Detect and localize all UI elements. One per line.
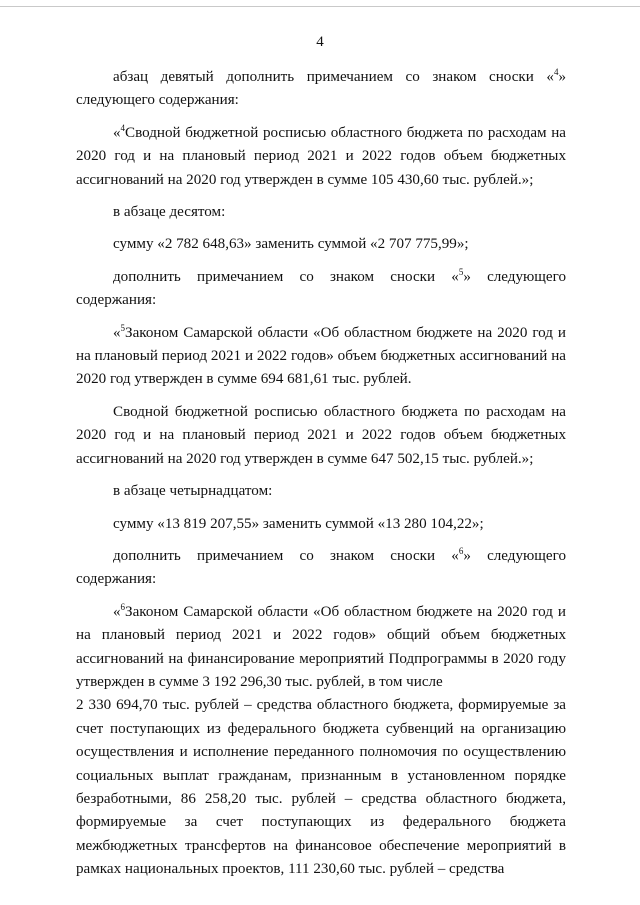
paragraph-text: « (113, 324, 121, 341)
paragraph-text: 2 330 694,70 тыс. рублей – средства областного бюджета, формируемые за счет поступающих из федерального бюджета субвенций на организацию осуществления и исполнение переданного полномочия по осуществлению социальных выплат гражданам, признанным в установленном порядке безработными, 86 258,20 тыс. рублей – средства областного бюджета, формируемые за счет поступающих из федерального бюджета межбюджетных трансфертов на финансовое обеспечение мероприятий в рамках национальных проектов, 111 230,60 тыс. рублей – средства (76, 697, 566, 878)
paragraph-text: » следующего содержания: (76, 69, 566, 109)
paragraph-text: сумму «13 819 207,55» заменить суммой «13 280 104,22»; (113, 515, 484, 532)
paragraph-text: » следующего содержания: (76, 547, 566, 588)
footnote-mark: 5 (458, 266, 464, 277)
paragraph-text: дополнить примечанием со знаком сноски « (113, 268, 459, 285)
paragraph-2 (76, 122, 566, 192)
top-border-line (0, 6, 640, 7)
footnote-mark: 4 (120, 122, 126, 133)
paragraph-4 (76, 233, 566, 256)
paragraph-text: дополнить примечанием со знаком сноски « (113, 547, 459, 564)
paragraph-text: Законом Самарской области «Об областном бюджете на 2020 год и на плановый период 2021 и 2022 годов» объем бюджетных ассигнований на 2020 год утвержден в сумме 694 681,61 тыс. рублей. (76, 324, 566, 388)
paragraph-text: сумму «2 782 648,63» заменить суммой «2 707 775,99»; (113, 236, 469, 253)
paragraph-text: Сводной бюджетной росписью областного бюджета по расходам на 2020 год и на плановый период 2021 и 2022 годов объем бюджетных ассигнований на 2020 год утвержден в сумме 105 430,60 тыс. рублей.»; (76, 124, 566, 188)
paragraph-3 (76, 201, 566, 224)
footnote-mark: 5 (120, 322, 126, 333)
paragraph-1 (76, 66, 566, 113)
paragraph-text: Законом Самарской области «Об областном бюджете на 2020 год и на плановый период 2021 и 2022 годов» общий объем бюджетных ассигнований на финансирование мероприятий Подпрограммы в 2020 году утвержден в сумме 3 192 296,30 тыс. рублей, в том числе (76, 603, 566, 690)
paragraph-8 (76, 480, 566, 503)
document-body (76, 66, 566, 882)
paragraph-9 (76, 513, 566, 536)
paragraph-text: « (113, 603, 121, 620)
paragraph-text: Сводной бюджетной росписью областного бюджета по расходам на 2020 год и на плановый период 2021 и 2022 годов объем бюджетных ассигнований на 2020 год утвержден в сумме 647 502,15 тыс. рублей.»; (76, 403, 566, 467)
page-number: 4 (316, 34, 324, 50)
footnote-mark: 4 (553, 67, 559, 77)
paragraph-text: » следующего содержания: (76, 268, 566, 309)
paragraph-5 (76, 266, 566, 313)
paragraph-7 (76, 401, 566, 471)
paragraph-11 (76, 601, 566, 695)
paragraph-10 (76, 545, 566, 592)
paragraph-12 (76, 694, 566, 881)
paragraph-text: « (113, 124, 121, 141)
paragraph-text: абзац девятый дополнить примечанием со знаком сноски « (113, 69, 554, 85)
paragraph-6 (76, 322, 566, 392)
paragraph-text: в абзаце десятом: (113, 204, 226, 221)
footnote-mark: 6 (120, 601, 126, 612)
footnote-mark: 6 (458, 545, 464, 556)
paragraph-text: в абзаце четырнадцатом: (113, 483, 273, 500)
